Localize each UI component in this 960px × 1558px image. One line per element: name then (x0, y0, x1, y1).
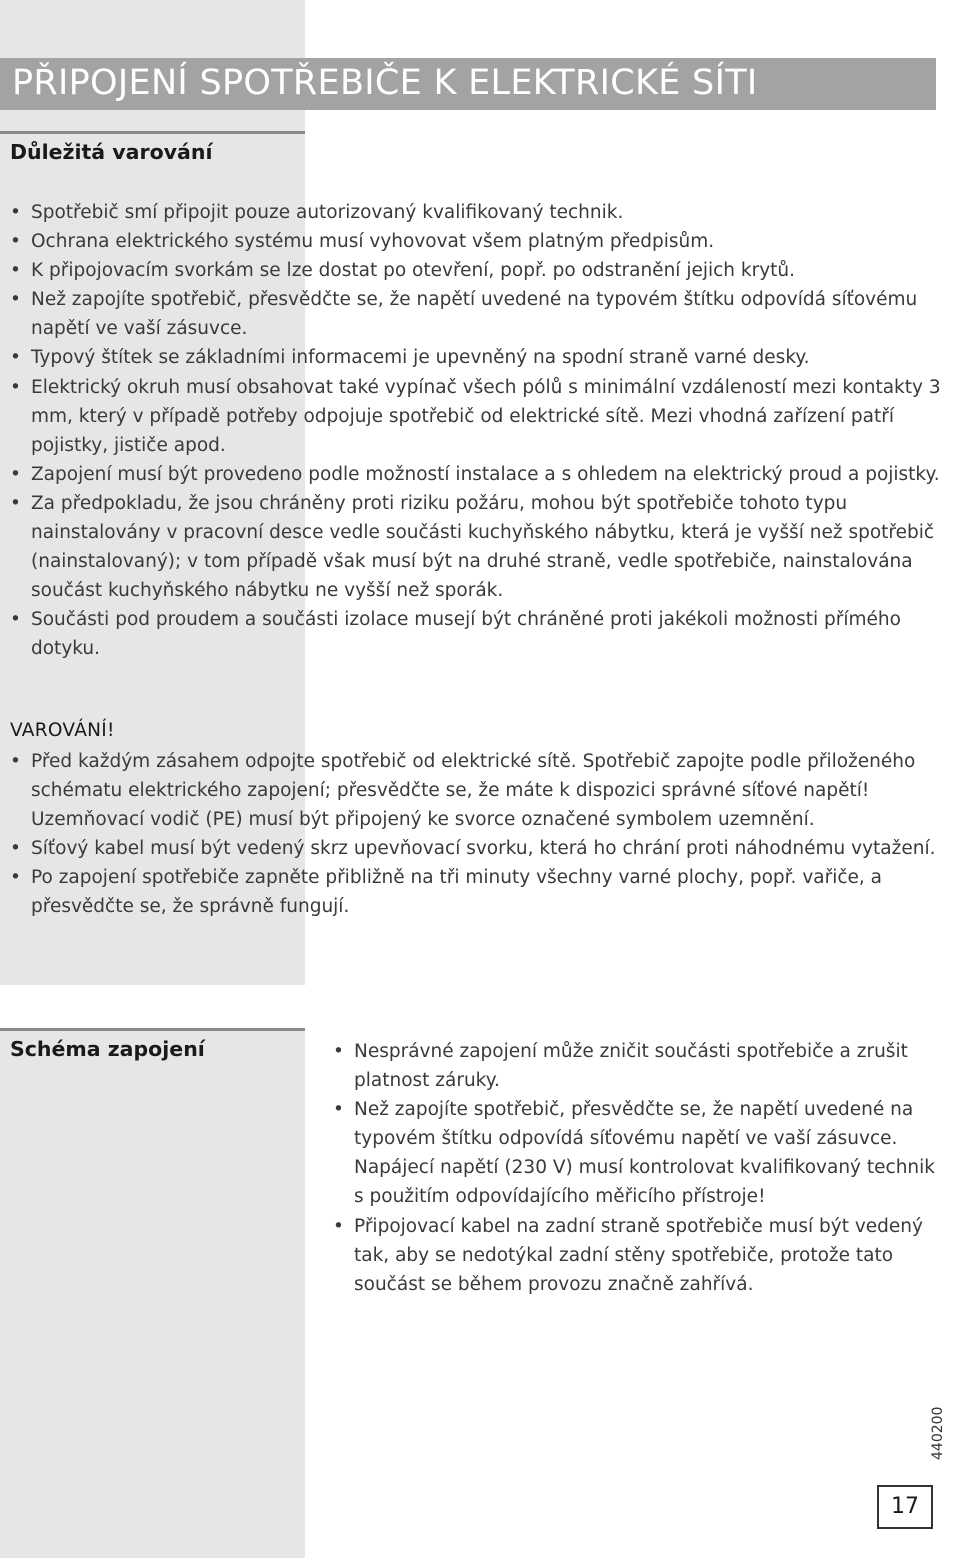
list-item: • K připojovacím svorkám se lze dostat po otevření, popř. po odstranění jejich krytů. (10, 256, 942, 285)
important-warnings-list (10, 198, 942, 664)
list-item: • Připojovací kabel na zadní straně spotřebiče musí být vedený tak, aby se nedotýkal zadní stěny spotřebiče, protože tato součást se během provozu značně zahřívá. (333, 1212, 943, 1299)
list-item: • Elektrický okruh musí obsahovat také vypínač všech pólů s minimální vzdáleností mezi kontakty 3 mm, který v případě potřeby odpojuje spotřebič od elektrické sítě. Mezi vhodná zařízení patří pojistky, jističe apod. (10, 373, 942, 460)
document-code: 440200 (930, 1406, 946, 1460)
list-item: • Po zapojení spotřebiče zapněte přibližně na tři minuty všechny varné plochy, popř. vařiče, a přesvědčte se, že správně fungují. (10, 863, 942, 921)
warning-list (10, 747, 942, 922)
wiring-scheme-list (333, 1037, 943, 1299)
section-heading-wiring-scheme: Schéma zapojení (10, 1037, 205, 1061)
page-number: 17 (877, 1485, 933, 1529)
list-item: • Než zapojíte spotřebič, přesvědčte se, že napětí uvedené na typovém štítku odpovídá síťovému napětí ve vaší zásuvce. (10, 285, 942, 343)
list-item: • Součásti pod proudem a součásti izolace musejí být chráněné proti jakékoli možnosti přímého dotyku. (10, 605, 942, 663)
list-item: • Za předpokladu, že jsou chráněny proti riziku požáru, mohou být spotřebiče tohoto typu nainstalovány v pracovní desce vedle součásti kuchyňského nábytku, která je vyšší než spotřebič (nainstalovaný); v tom případě však musí být na druhé straně, vedle spotřebiče, nainstalována součást kuchyňského nábytku ne vyšší než sporák. (10, 489, 942, 605)
list-item: • Nesprávné zapojení může zničit součásti spotřebiče a zrušit platnost záruky. (333, 1037, 943, 1095)
sidebar-background-bottom (0, 1030, 305, 1558)
page-title: PŘIPOJENÍ SPOTŘEBIČE K ELEKTRICKÉ SÍTI (12, 63, 758, 103)
warning-body (10, 747, 942, 922)
list-item: • Před každým zásahem odpojte spotřebič od elektrické sítě. Spotřebič zapojte podle přiloženého schématu elektrického zapojení; přesvědčte se, že máte k dispozici správné síťové napětí! Uzemňovací vodič (PE) musí být připojený ke svorce označené symbolem uzemnění. (10, 747, 942, 834)
section-rule-wiring-scheme (0, 1028, 305, 1031)
list-item: • Spotřebič smí připojit pouze autorizovaný kvalifikovaný technik. (10, 198, 942, 227)
list-item: • Typový štítek se základními informacemi je upevněný na spodní straně varné desky. (10, 343, 942, 372)
list-item: • Zapojení musí být provedeno podle možností instalace a s ohledem na elektrický proud a pojistky. (10, 460, 942, 489)
list-item: • Síťový kabel musí být vedený skrz upevňovací svorku, která ho chrání proti náhodnému vytažení. (10, 834, 942, 863)
list-item: • Než zapojíte spotřebič, přesvědčte se, že napětí uvedené na typovém štítku odpovídá síťovému napětí ve vaší zásuvce. Napájecí napětí (230 V) musí kontrolovat kvalifikovaný technik s použitím odpovídajícího měřicího přístroje! (333, 1095, 943, 1211)
section-heading-important-warnings: Důležitá varování (10, 140, 213, 164)
wiring-scheme-body (333, 1037, 943, 1299)
list-item: • Ochrana elektrického systému musí vyhovovat všem platným předpisům. (10, 227, 942, 256)
warning-heading: VAROVÁNÍ! (10, 720, 115, 741)
section-rule-warnings (0, 131, 305, 134)
important-warnings-body (10, 198, 942, 664)
